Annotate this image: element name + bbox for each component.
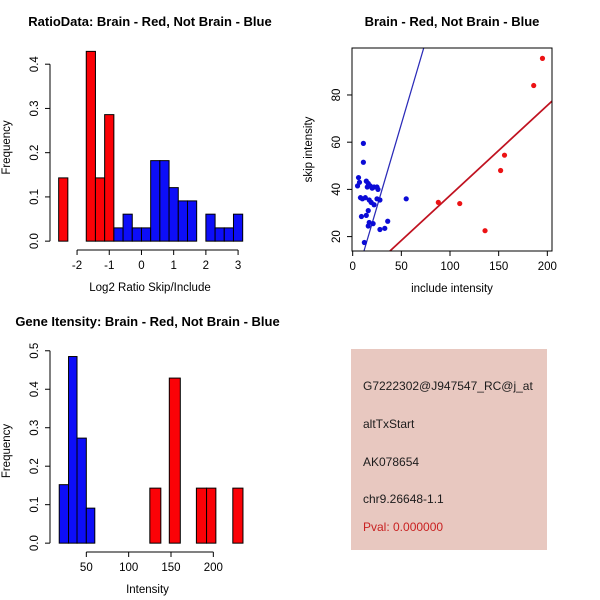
y-tick-label: 0.2 [29,458,41,475]
ratio-histogram-chart [0,0,300,300]
x-tick-label: 0 [349,261,356,273]
brain-fit-line [390,101,552,251]
data-point [540,56,545,61]
not-brain-fit-line [364,48,424,251]
y-axis-label: skip intensity [303,116,315,183]
y-tick-label: 20 [331,230,343,243]
data-point [502,153,507,158]
hist-bar [132,228,141,241]
hist-bar [160,161,169,242]
x-tick-label: 2 [202,260,210,272]
hist-bar [233,214,242,241]
data-point [371,221,376,226]
y-axis-label: Frequency [1,120,13,175]
x-tick-label: 0 [138,260,145,272]
y-tick-label: 0.4 [29,381,41,398]
y-tick-label: 0.1 [29,188,41,205]
hist-bar [69,357,77,544]
accession-text: AK078654 [363,455,420,469]
panel-intensity-scatter [300,0,600,300]
x-tick-label: 50 [394,261,408,273]
hist-bar [95,178,104,241]
hist-bar [86,508,94,543]
data-point [364,213,369,218]
data-point [457,201,462,206]
hist-bar [206,214,215,241]
gene-intensity-histogram-chart [0,300,300,600]
locus-text: chr9.26648-1.1 [363,492,444,506]
y-tick-label: 0.3 [29,419,41,436]
x-tick-label: 100 [119,562,139,574]
data-point [371,202,376,207]
data-point [385,219,390,224]
chart-title: Gene Itensity: Brain - Red, Not Brain - Blue [15,314,280,329]
data-point [436,200,441,205]
hist-bar [59,178,68,241]
hist-bar [233,488,243,543]
y-tick-label: 0.5 [29,342,41,359]
splice-type-text: altTxStart [363,417,415,431]
data-point [356,175,361,180]
data-point [361,160,366,165]
hist-bar [215,228,224,241]
pval-text: Pval: 0.000000 [363,520,444,534]
hist-bar [169,378,180,543]
intensity-scatter-chart [300,0,600,300]
panel-gene-intensity-histogram [0,300,300,600]
x-tick-label: 50 [79,562,93,574]
x-tick-label: 150 [161,562,181,574]
hist-bar [59,485,68,543]
hist-bar [86,51,95,241]
hist-bar [123,214,132,241]
data-point [359,214,364,219]
data-point [366,208,371,213]
y-tick-label: 40 [331,182,343,196]
data-point [375,187,380,192]
chart-title: Brain - Red, Not Brain - Blue [364,14,540,29]
x-axis-label: Log2 Ratio Skip/Include [89,282,211,294]
data-point [382,226,387,231]
hist-bar [187,201,196,241]
hist-bar [151,161,160,242]
x-tick-label: 200 [203,562,223,574]
data-point [482,228,487,233]
x-tick-label: 1 [170,260,177,272]
x-axis-label: include intensity [411,283,493,295]
hist-bar [207,488,216,543]
y-tick-label: 60 [331,135,343,149]
x-axis-label: Intensity [126,584,169,596]
x-tick-label: 100 [440,261,460,273]
x-tick-label: 3 [234,260,242,272]
y-tick-label: 0.2 [29,144,41,161]
probe-id-text: G7222302@J947547_RC@j_at [363,379,533,393]
y-axis-label: Frequency [1,423,13,479]
hist-bar [150,488,161,543]
data-point [377,227,382,232]
y-tick-label: 0.0 [29,535,41,552]
hist-bar [169,188,178,242]
plot-box [352,48,552,251]
hist-bar [141,228,150,241]
x-tick-label: 200 [537,261,557,273]
y-tick-label: 0.3 [29,100,41,117]
chart-title: RatioData: Brain - Red, Not Brain - Blue [28,14,272,29]
x-tick-label: 150 [489,261,509,273]
panel-gene-info [300,300,600,600]
data-point [366,223,371,228]
data-point [498,168,503,173]
data-point [531,83,536,88]
panel-ratio-histogram [0,0,300,300]
data-point [404,196,409,201]
y-tick-label: 80 [331,88,343,102]
y-tick-label: 0.4 [29,56,41,73]
x-tick-label: -1 [104,260,115,272]
hist-bar [114,228,123,241]
data-point [362,240,367,245]
gene-info-box [351,349,547,550]
y-tick-label: 0.1 [29,496,41,513]
hist-bar [224,228,233,241]
y-tick-label: 0.0 [29,233,41,250]
data-point [377,197,382,202]
data-point [355,183,360,188]
hist-bar [196,488,206,543]
hist-bar [77,438,86,543]
hist-bar [105,115,114,242]
x-tick-label: -2 [71,260,83,272]
hist-bar [178,201,187,241]
data-point [361,141,366,146]
